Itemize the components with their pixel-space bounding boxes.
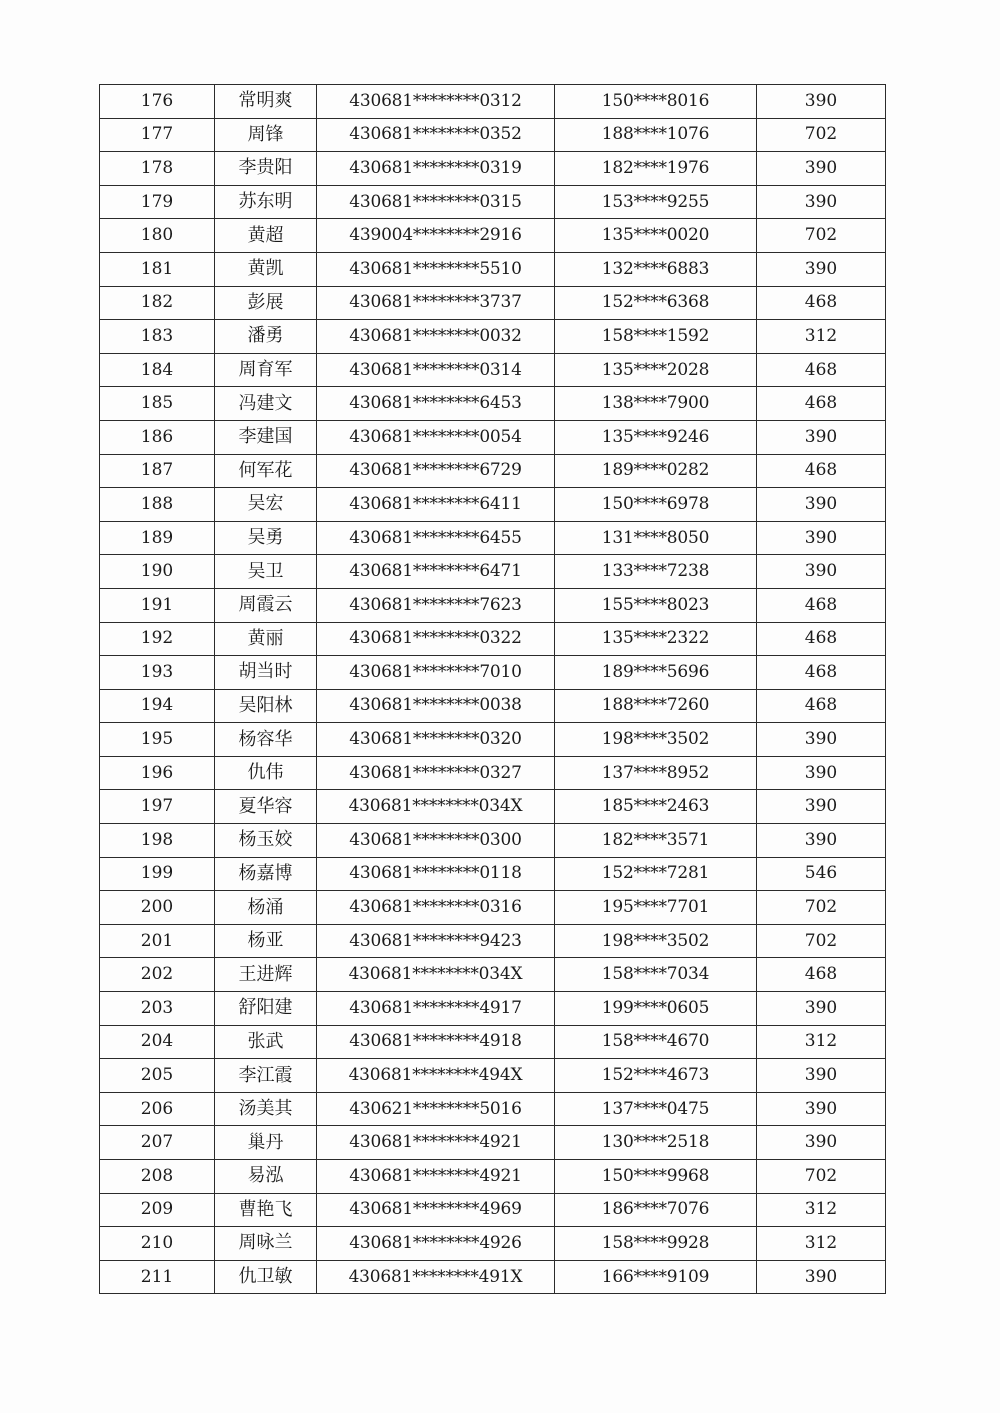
id-number-cell: 430681********0038 (317, 689, 555, 723)
id-number-cell: 430681********0316 (317, 891, 555, 925)
amount-cell: 312 (757, 320, 886, 354)
table-row (100, 622, 886, 656)
amount-cell: 390 (757, 555, 886, 589)
id-number-cell: 430681********034X (317, 790, 555, 824)
phone-cell: 135****9246 (555, 420, 757, 454)
name-cell: 巢丹 (215, 1126, 317, 1160)
row-number-cell: 195 (100, 723, 215, 757)
id-number-cell: 430681********491X (317, 1260, 555, 1294)
id-number-cell: 430681********0118 (317, 857, 555, 891)
amount-cell: 468 (757, 656, 886, 690)
id-number-cell: 430681********4921 (317, 1160, 555, 1194)
id-number-cell: 430681********0320 (317, 723, 555, 757)
row-number-cell: 199 (100, 857, 215, 891)
id-number-cell: 430681********4969 (317, 1193, 555, 1227)
id-number-cell: 430681********6453 (317, 387, 555, 421)
amount-cell: 390 (757, 1260, 886, 1294)
table-row (100, 320, 886, 354)
row-number-cell: 180 (100, 219, 215, 253)
id-number-cell: 430681********0032 (317, 320, 555, 354)
phone-cell: 152****7281 (555, 857, 757, 891)
name-cell: 夏华容 (215, 790, 317, 824)
phone-cell: 188****7260 (555, 689, 757, 723)
table-row (100, 555, 886, 589)
id-number-cell: 430681********3737 (317, 286, 555, 320)
phone-cell: 132****6883 (555, 252, 757, 286)
row-number-cell: 190 (100, 555, 215, 589)
phone-cell: 158****7034 (555, 958, 757, 992)
id-number-cell: 430681********494X (317, 1059, 555, 1093)
row-number-cell: 183 (100, 320, 215, 354)
id-number-cell: 430681********0322 (317, 622, 555, 656)
amount-cell: 390 (757, 1059, 886, 1093)
name-cell: 周咏兰 (215, 1227, 317, 1261)
phone-cell: 150****6978 (555, 488, 757, 522)
name-cell: 李江霞 (215, 1059, 317, 1093)
id-number-cell: 430681********5510 (317, 252, 555, 286)
phone-cell: 152****6368 (555, 286, 757, 320)
amount-cell: 468 (757, 454, 886, 488)
phone-cell: 186****7076 (555, 1193, 757, 1227)
row-number-cell: 191 (100, 588, 215, 622)
name-cell: 杨亚 (215, 924, 317, 958)
name-cell: 黄超 (215, 219, 317, 253)
table-row (100, 689, 886, 723)
row-number-cell: 189 (100, 521, 215, 555)
phone-cell: 138****7900 (555, 387, 757, 421)
amount-cell: 390 (757, 723, 886, 757)
id-number-cell: 430681********0312 (317, 85, 555, 119)
id-number-cell: 430681********6471 (317, 555, 555, 589)
name-cell: 胡当时 (215, 656, 317, 690)
name-cell: 曹艳飞 (215, 1193, 317, 1227)
amount-cell: 468 (757, 353, 886, 387)
name-cell: 苏东明 (215, 185, 317, 219)
table-row (100, 924, 886, 958)
name-cell: 张武 (215, 1025, 317, 1059)
table-row (100, 1059, 886, 1093)
row-number-cell: 196 (100, 756, 215, 790)
amount-cell: 468 (757, 622, 886, 656)
phone-cell: 189****0282 (555, 454, 757, 488)
table-row (100, 1160, 886, 1194)
table-row (100, 891, 886, 925)
name-cell: 彭展 (215, 286, 317, 320)
row-number-cell: 208 (100, 1160, 215, 1194)
phone-cell: 188****1076 (555, 118, 757, 152)
phone-cell: 135****0020 (555, 219, 757, 253)
table-row (100, 824, 886, 858)
phone-cell: 135****2028 (555, 353, 757, 387)
id-number-cell: 430681********0327 (317, 756, 555, 790)
amount-cell: 390 (757, 85, 886, 119)
table-row (100, 1227, 886, 1261)
row-number-cell: 209 (100, 1193, 215, 1227)
table-row (100, 420, 886, 454)
name-cell: 吴宏 (215, 488, 317, 522)
id-number-cell: 430681********7010 (317, 656, 555, 690)
name-cell: 王进辉 (215, 958, 317, 992)
amount-cell: 390 (757, 252, 886, 286)
amount-cell: 390 (757, 152, 886, 186)
table-row (100, 656, 886, 690)
row-number-cell: 184 (100, 353, 215, 387)
name-cell: 何军花 (215, 454, 317, 488)
name-cell: 李贵阳 (215, 152, 317, 186)
phone-cell: 150****8016 (555, 85, 757, 119)
name-cell: 潘勇 (215, 320, 317, 354)
row-number-cell: 210 (100, 1227, 215, 1261)
table-row (100, 1025, 886, 1059)
name-cell: 李建国 (215, 420, 317, 454)
row-number-cell: 204 (100, 1025, 215, 1059)
phone-cell: 153****9255 (555, 185, 757, 219)
phone-cell: 198****3502 (555, 723, 757, 757)
name-cell: 汤美其 (215, 1092, 317, 1126)
amount-cell: 312 (757, 1025, 886, 1059)
phone-cell: 198****3502 (555, 924, 757, 958)
table-row (100, 588, 886, 622)
amount-cell: 312 (757, 1193, 886, 1227)
row-number-cell: 198 (100, 824, 215, 858)
row-number-cell: 192 (100, 622, 215, 656)
amount-cell: 468 (757, 958, 886, 992)
id-number-cell: 430681********6411 (317, 488, 555, 522)
phone-cell: 133****7238 (555, 555, 757, 589)
phone-cell: 158****1592 (555, 320, 757, 354)
row-number-cell: 194 (100, 689, 215, 723)
phone-cell: 166****9109 (555, 1260, 757, 1294)
amount-cell: 390 (757, 420, 886, 454)
phone-cell: 155****8023 (555, 588, 757, 622)
id-number-cell: 430681********0314 (317, 353, 555, 387)
id-number-cell: 439004********2916 (317, 219, 555, 253)
roster-body (100, 85, 886, 1294)
table-row (100, 723, 886, 757)
id-number-cell: 430681********4917 (317, 992, 555, 1026)
amount-cell: 702 (757, 924, 886, 958)
id-number-cell: 430681********4921 (317, 1126, 555, 1160)
name-cell: 舒阳建 (215, 992, 317, 1026)
table-row (100, 387, 886, 421)
phone-cell: 130****2518 (555, 1126, 757, 1160)
row-number-cell: 181 (100, 252, 215, 286)
id-number-cell: 430681********6729 (317, 454, 555, 488)
table-row (100, 85, 886, 119)
name-cell: 吴卫 (215, 555, 317, 589)
name-cell: 吴勇 (215, 521, 317, 555)
id-number-cell: 430681********9423 (317, 924, 555, 958)
name-cell: 黄凯 (215, 252, 317, 286)
table-row (100, 118, 886, 152)
phone-cell: 158****4670 (555, 1025, 757, 1059)
row-number-cell: 200 (100, 891, 215, 925)
phone-cell: 158****9928 (555, 1227, 757, 1261)
table-row (100, 1126, 886, 1160)
table-row (100, 958, 886, 992)
name-cell: 仇卫敏 (215, 1260, 317, 1294)
table-row (100, 521, 886, 555)
amount-cell: 468 (757, 689, 886, 723)
phone-cell: 185****2463 (555, 790, 757, 824)
id-number-cell: 430681********0319 (317, 152, 555, 186)
amount-cell: 702 (757, 891, 886, 925)
amount-cell: 390 (757, 185, 886, 219)
amount-cell: 390 (757, 488, 886, 522)
row-number-cell: 203 (100, 992, 215, 1026)
table-row (100, 992, 886, 1026)
table-row (100, 1193, 886, 1227)
row-number-cell: 207 (100, 1126, 215, 1160)
row-number-cell: 201 (100, 924, 215, 958)
id-number-cell: 430681********7623 (317, 588, 555, 622)
name-cell: 杨容华 (215, 723, 317, 757)
name-cell: 易泓 (215, 1160, 317, 1194)
amount-cell: 702 (757, 1160, 886, 1194)
amount-cell: 468 (757, 387, 886, 421)
amount-cell: 390 (757, 521, 886, 555)
table-row (100, 857, 886, 891)
row-number-cell: 197 (100, 790, 215, 824)
table-row (100, 185, 886, 219)
table-row (100, 454, 886, 488)
amount-cell: 468 (757, 286, 886, 320)
id-number-cell: 430681********0352 (317, 118, 555, 152)
name-cell: 常明爽 (215, 85, 317, 119)
row-number-cell: 188 (100, 488, 215, 522)
amount-cell: 390 (757, 756, 886, 790)
phone-cell: 182****3571 (555, 824, 757, 858)
table-row (100, 1260, 886, 1294)
phone-cell: 182****1976 (555, 152, 757, 186)
row-number-cell: 178 (100, 152, 215, 186)
row-number-cell: 205 (100, 1059, 215, 1093)
phone-cell: 195****7701 (555, 891, 757, 925)
table-row (100, 488, 886, 522)
table-row (100, 152, 886, 186)
phone-cell: 150****9968 (555, 1160, 757, 1194)
name-cell: 吴阳林 (215, 689, 317, 723)
table-row (100, 1092, 886, 1126)
id-number-cell: 430681********4926 (317, 1227, 555, 1261)
id-number-cell: 430681********0300 (317, 824, 555, 858)
row-number-cell: 193 (100, 656, 215, 690)
table-row (100, 252, 886, 286)
row-number-cell: 179 (100, 185, 215, 219)
name-cell: 周锋 (215, 118, 317, 152)
row-number-cell: 185 (100, 387, 215, 421)
name-cell: 周育军 (215, 353, 317, 387)
id-number-cell: 430681********034X (317, 958, 555, 992)
name-cell: 杨嘉博 (215, 857, 317, 891)
amount-cell: 702 (757, 219, 886, 253)
row-number-cell: 206 (100, 1092, 215, 1126)
table-row (100, 219, 886, 253)
phone-cell: 137****0475 (555, 1092, 757, 1126)
amount-cell: 312 (757, 1227, 886, 1261)
amount-cell: 468 (757, 588, 886, 622)
row-number-cell: 211 (100, 1260, 215, 1294)
table-row (100, 790, 886, 824)
row-number-cell: 202 (100, 958, 215, 992)
table-row (100, 756, 886, 790)
row-number-cell: 182 (100, 286, 215, 320)
phone-cell: 152****4673 (555, 1059, 757, 1093)
name-cell: 杨涌 (215, 891, 317, 925)
name-cell: 杨玉姣 (215, 824, 317, 858)
amount-cell: 390 (757, 1126, 886, 1160)
name-cell: 冯建文 (215, 387, 317, 421)
amount-cell: 390 (757, 790, 886, 824)
phone-cell: 199****0605 (555, 992, 757, 1026)
id-number-cell: 430681********4918 (317, 1025, 555, 1059)
row-number-cell: 186 (100, 420, 215, 454)
roster-table (99, 84, 886, 1294)
id-number-cell: 430621********5016 (317, 1092, 555, 1126)
phone-cell: 131****8050 (555, 521, 757, 555)
amount-cell: 390 (757, 1092, 886, 1126)
phone-cell: 189****5696 (555, 656, 757, 690)
table-row (100, 286, 886, 320)
id-number-cell: 430681********0315 (317, 185, 555, 219)
name-cell: 仇伟 (215, 756, 317, 790)
id-number-cell: 430681********0054 (317, 420, 555, 454)
amount-cell: 702 (757, 118, 886, 152)
row-number-cell: 187 (100, 454, 215, 488)
amount-cell: 390 (757, 992, 886, 1026)
phone-cell: 137****8952 (555, 756, 757, 790)
amount-cell: 546 (757, 857, 886, 891)
id-number-cell: 430681********6455 (317, 521, 555, 555)
phone-cell: 135****2322 (555, 622, 757, 656)
table-row (100, 353, 886, 387)
row-number-cell: 177 (100, 118, 215, 152)
name-cell: 黄丽 (215, 622, 317, 656)
row-number-cell: 176 (100, 85, 215, 119)
name-cell: 周霞云 (215, 588, 317, 622)
amount-cell: 390 (757, 824, 886, 858)
